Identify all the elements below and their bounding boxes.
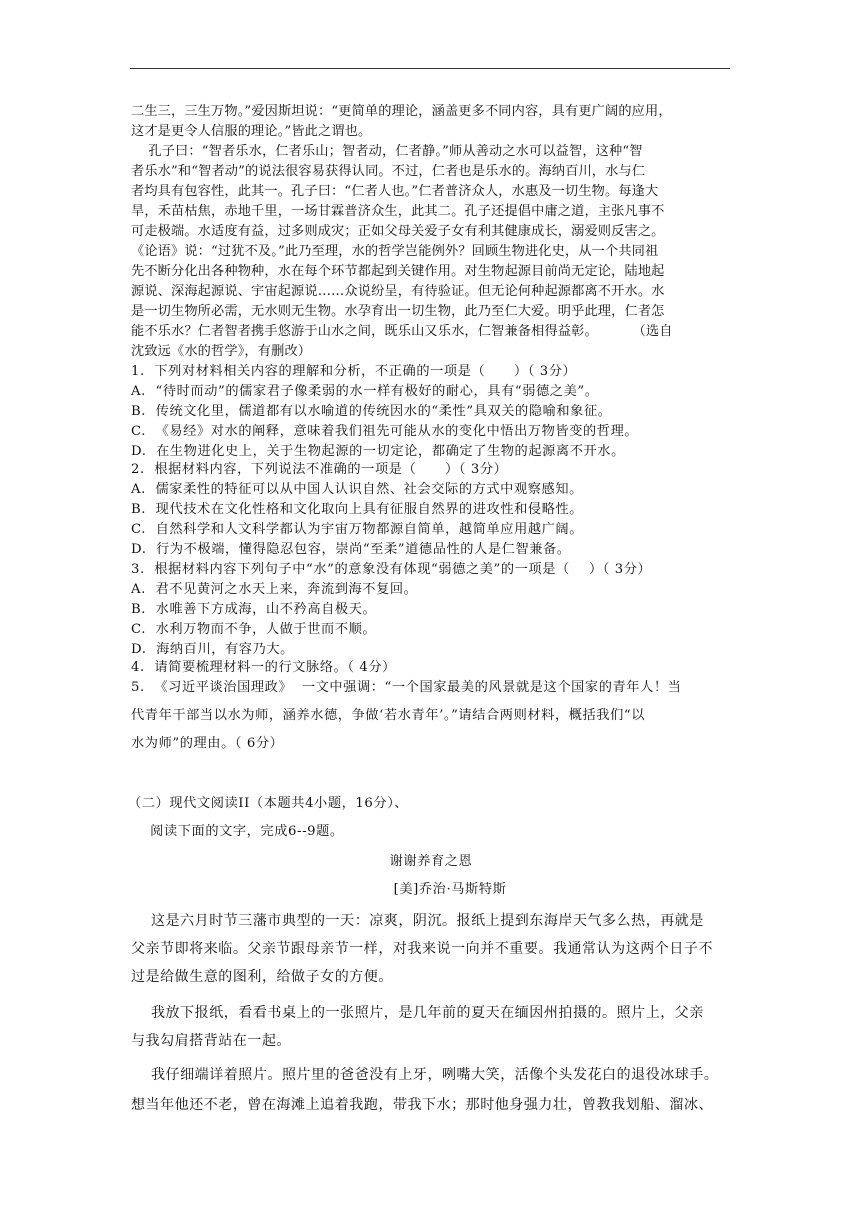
article-paragraph-line: 我仔细端详着照片。照片里的爸爸没有上牙，咧嘴大笑，活像个头发花白的退役冰球手。	[131, 1067, 719, 1083]
question-3: 3. 根据材料内容下列句子中“水”的意象没有体现“弱德之美”的一项是（ ）（ 3分）	[131, 562, 652, 577]
passage-line: 者均具有包容性，此其一。孔子曰：“仁者人也。”仁者普济众人，水惠及一切生物。每逢大	[131, 184, 659, 199]
option-2a: A. 儒家柔性的特征可以从中国人认识自然、社会交际的方式中观察感知。	[131, 482, 583, 497]
question-5: 5. 《习近平谈治国理政》 一文中强调：“一个国家最美的风景就是这个国家的青年人！当	[131, 680, 682, 695]
passage-line: 二生三，三生万物。”爱因斯坦说：“更简单的理论，涵盖更多不同内容，具有更广阔的应用，	[131, 104, 672, 119]
passage-line: 《论语》说：“过犹不及。”此乃至理，水的哲学岂能例外？回顾生物进化史，从一个共同祖	[131, 244, 659, 259]
option-2d: D. 行为不极端，懂得隐忍包容，崇尚“至柔”道德品性的人是仁智兼备。	[131, 542, 571, 557]
question-2: 2. 根据材料内容，下列说法不准确的一项是（ ）（ 3分）	[131, 462, 508, 477]
article-paragraph-line: 与我勾肩搭背站在一起。	[131, 1033, 292, 1049]
article-title: 谢谢养育之恩	[389, 854, 473, 869]
passage-line: 孔子曰：“智者乐水，仁者乐山；智者动，仁者静。”师从善动之水可以益智，这种“智	[131, 144, 643, 159]
passage-line: 者乐水”和“智者动”的说法很容易获得认同。不过，仁者也是乐水的。海纳百川，水与仁	[131, 164, 646, 179]
option-3b: B. 水唯善下方成海，山不矜高自极天。	[131, 602, 377, 617]
passage-line: 是一切生物所必需，无水则无生物。水孕育出一切生物，此乃至仁大爱。明乎此理，仁者怎	[131, 304, 665, 319]
question-4: 4. 请简要梳理材料一的行文脉络。（ 4分）	[131, 660, 396, 675]
instruction: 阅读下面的文字，完成6--9题。	[131, 824, 344, 839]
article-paragraph-line: 父亲节即将来临。父亲节跟母亲节一样，对我来说一向并不重要。我通常认为这两个日子不	[131, 941, 713, 957]
passage-line: 可走极端。水适度有益，过多则成灾；正如父母关爱子女有利其健康成长，溺爱则反害之。	[131, 224, 665, 239]
option-2c: C. 自然科学和人文科学都认为宇宙万物都源自简单，越简单应用越广阔。	[131, 522, 584, 537]
passage-line: 旱，禾苗枯焦，赤地千里，一场甘霖普济众生，此其二。孔子还提倡中庸之道，主张凡事不	[131, 204, 665, 219]
section-heading: （二）现代文阅读II（本题共4小题，16分）、	[128, 796, 409, 811]
option-1d: D. 在生物进化史上，关于生物起源的一切定论，都确定了生物的起源离不开水。	[131, 444, 625, 459]
option-2b: B. 现代技术在文化性格和文化取向上具有征服自然界的进攻性和侵略性。	[131, 502, 584, 517]
passage-line: 先不断分化出各种物种，水在每个环节都起到关键作用。对生物起源目前尚无定论，陆地起	[131, 264, 665, 279]
option-3a: A. 君不见黄河之水天上来，奔流到海不复回。	[131, 582, 418, 597]
article-paragraph-line: 过是给做生意的图利，给做子女的方便。	[131, 969, 393, 985]
question-5-continued: 水为师”的理由。（ 6分）	[131, 736, 284, 751]
option-1a: A. “待时而动”的儒家君子像柔弱的水一样有极好的耐心，具有“弱德之美”。	[131, 384, 599, 399]
article-paragraph-line: 想当年他还不老，曾在海滩上追着我跑，带我下水；那时他身强力壮，曾教我划船、溜冰、	[131, 1097, 713, 1113]
passage-source: 沈致远《水的哲学》，有删改）	[131, 344, 312, 359]
header-rule	[130, 68, 730, 69]
option-1b: B. 传统文化里，儒道都有以水喻道的传统因水的“柔性”具双关的隐喻和象征。	[131, 404, 612, 419]
option-3d: D. 海纳百川，有容乃大。	[131, 642, 294, 657]
question-5-continued: 代青年干部当以水为师，涵养水德，争做‘若水青年’。”请结合两则材料，概括我们“以	[131, 708, 646, 723]
passage-line: 这才是更令人信服的理论。”皆此之谓也。	[131, 124, 372, 139]
passage-line: 能不乐水？仁者智者携手悠游于山水之间，既乐山又乐水，仁智兼备相得益彰。 （选自	[131, 324, 673, 339]
article-paragraph-line: 我放下报纸，看看书桌上的一张照片，是几年前的夏天在缅因州拍摄的。照片上，父亲	[131, 1005, 704, 1021]
option-1c: C. 《易经》对水的阐释，意味着我们祖先可能从水的变化中悟出万物皆变的哲理。	[131, 424, 639, 439]
passage-line: 源说、深海起源说、宇宙起源说……众说纷呈，有待验证。但无论何种起源都离不开水。水	[131, 284, 665, 299]
article-author: [美]乔治·马斯特斯	[393, 882, 507, 897]
question-1: 1. 下列对材料相关内容的理解和分析，不正确的一项是（ ）（ 3分）	[131, 364, 577, 379]
article-paragraph-line: 这是六月时节三藩市典型的一天：凉爽，阴沉。报纸上提到东海岸天气多么热，再就是	[131, 913, 704, 929]
option-3c: C. 水利万物而不争，人做于世而不顺。	[131, 622, 377, 637]
